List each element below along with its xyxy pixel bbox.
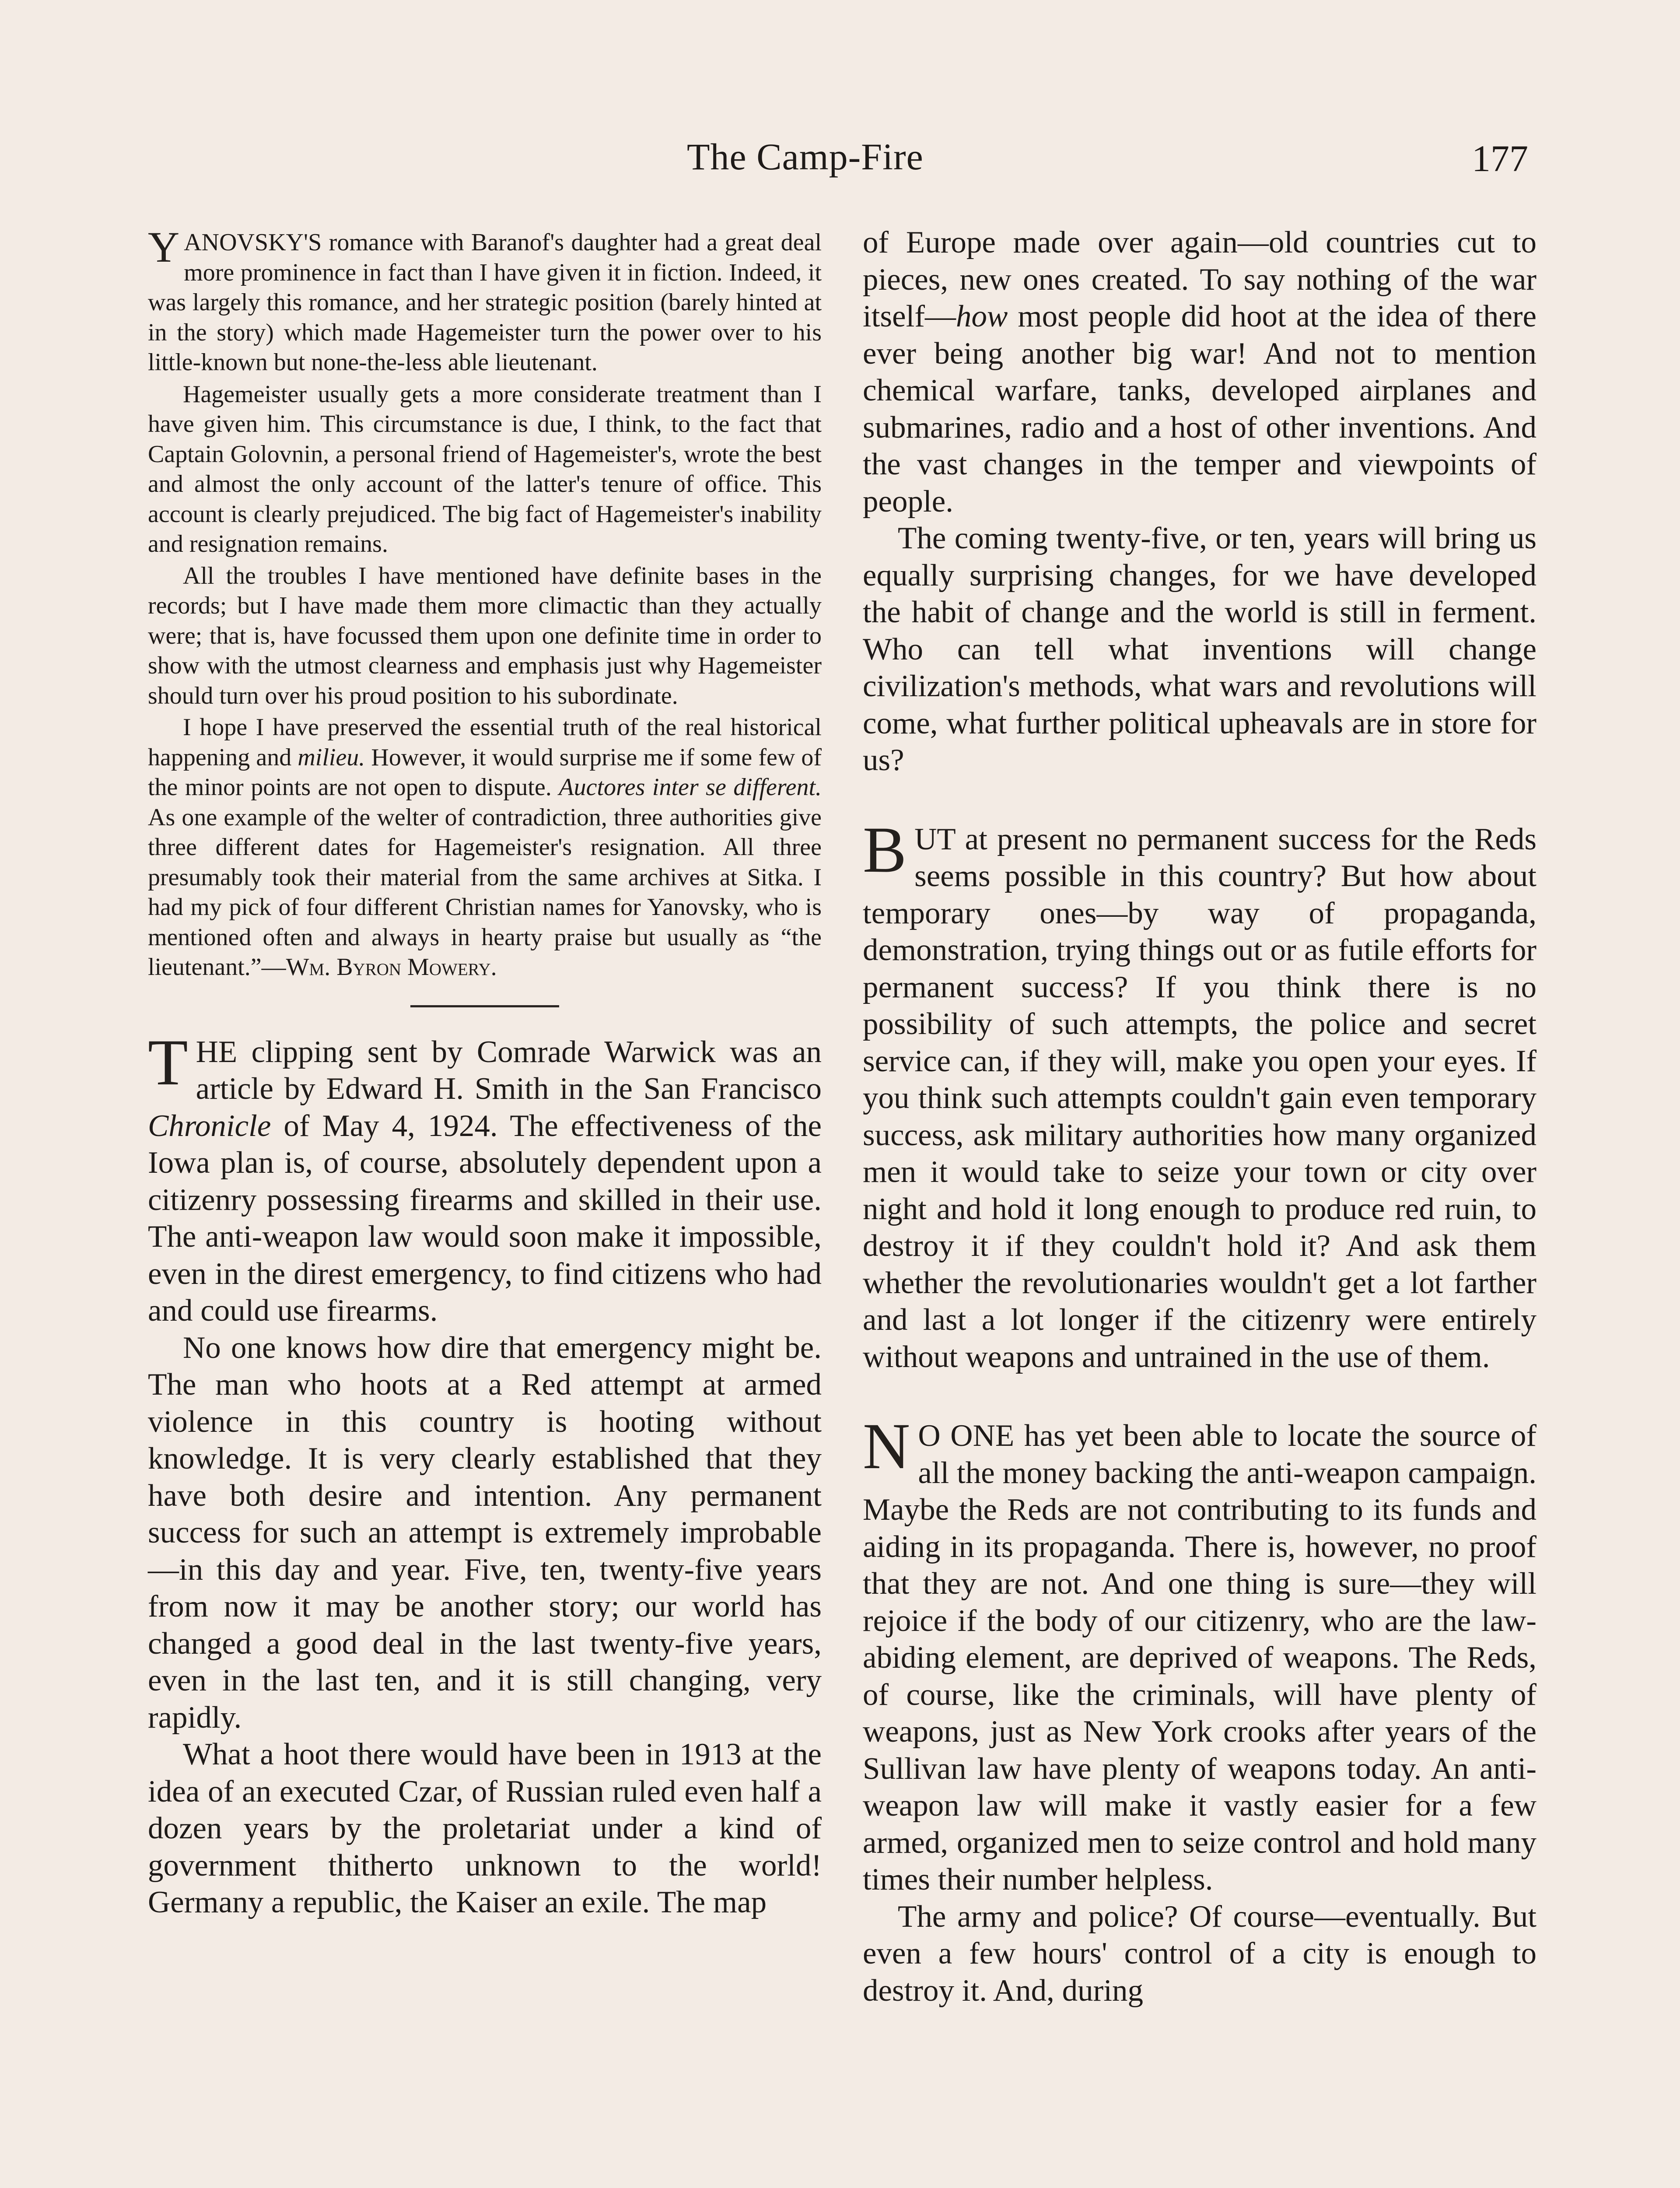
article-paragraph-5: The coming twenty-five, or ten, years will bring us equally surprising changes, for we have developed the habit of change and the world is still in ferment. Who can tell what inventions will change civilization's methods, what wars and revolutions will come, what further political upheavals are in store for us? — [863, 521, 1536, 777]
section-divider — [410, 1005, 559, 1007]
drop-cap: T — [148, 1026, 188, 1099]
left-column — [148, 223, 822, 1921]
author-note — [148, 223, 822, 982]
running-head-title: The Camp-Fire — [687, 136, 924, 178]
article-text: HE clipping sent by Comrade Warwick was an article by Edward H. Smith in the San Francisco — [196, 1034, 822, 1106]
newspaper-name: Chronicle — [148, 1108, 271, 1143]
article-text: UT at present no permanent success for the Reds seems possible in this country? But how about temporary ones—by way of propaganda, demonstration, trying things out or as futile efforts for permanent success? If you think there is no possibility of such attempts, the police and secret service can, if they will, make you open your eyes. If you think such attempts couldn't gain even temporary success, ask military authorities how many organized men it would take to seize your town or city over night and hold it long enough to produce red ruin, to destroy it if they couldn't hold it? And ask them whether the revolutionaries wouldn't get a lot farther and last a lot longer if the citizenry were entirely without weapons and untrained in the use of them. — [863, 822, 1536, 1374]
article-text: of Europe made over again—old countries cut to pieces, new ones created. To say nothing of the war itself— — [863, 225, 1536, 333]
article-paragraph-6 — [863, 813, 1536, 1376]
article-text: most people did hoot at the idea of there ever being another big war! And not to mention chemical warfare, tanks, developed airplanes and submarines, radio and a host of other inventions. And the vast changes in the temper and viewpoints of people. — [863, 299, 1536, 519]
latin-phrase: Auctores inter se different. — [559, 774, 822, 801]
right-column — [863, 224, 1536, 2009]
note-paragraph-2: Hagemeister usually gets a more considerate treatment than I have given him. This circumstance is due, I think, to the fact that Captain Golovnin, a personal friend of Hagemeister's, wrote the best and almost the only account of the latter's tenure of office. This account is clearly prejudiced. The big fact of Hagemeister's inability and resignation remains. — [148, 380, 822, 558]
note-text: As one example of the welter of contradiction, three authorities give three different dates for Hagemeister's resignation. All three presumably took their material from the same archives at Sitka. I had my pick of four different Christian names for Yanovsky, who is mentioned often and always in hearty praise but usually as “the lieutenant.”— — [148, 803, 822, 981]
article-text: O ONE has yet been able to locate the source of all the money backing the anti-weapon campaign. Maybe the Reds are not contributing to its funds and aiding in its propaganda. There is, however, no proof that they are not. And one thing is sure—they will rejoice if the body of our citizenry, who are the law-abiding element, are deprived of weapons. The Reds, of course, like the criminals, will have plenty of weapons, just as New York crooks after years of the Sullivan law have plenty of weapons today. An anti-weapon law will make it vastly easier for a few armed, organized men to seize control and hold many times their number helpless. — [863, 1419, 1536, 1897]
section-gap — [863, 779, 1536, 821]
drop-cap: N — [863, 1410, 910, 1483]
italic-word: how — [956, 299, 1008, 333]
article-paragraph-1 — [148, 1026, 822, 1329]
article-paragraph-2: No one knows how dire that emergency might be. The man who hoots at a Red attempt at armed violence in this country is hooting without knowledge. It is very clearly established that they have both desire and intention. Any permanent success for such an attempt is extremely improbable—in this day and year. Five, ten, twenty-five years from now it may be another story; our world has changed a good deal in the last twenty-five years, even in the last ten, and it is still changing, very rapidly. — [148, 1330, 822, 1735]
drop-cap: B — [863, 813, 907, 886]
page-number: 177 — [1472, 137, 1528, 179]
note-text: I hope I have preserved the essential truth of the real historical happening and — [148, 714, 822, 771]
article-paragraph-3: What a hoot there would have been in 1913 at the idea of an executed Czar, of Russian ruled even half a dozen years by the proletariat under a kind of government thitherto unknown to the world! Germany a republic, the Kaiser an exile. The map — [148, 1737, 822, 1919]
author-signature: Wm. Byron Mowery. — [286, 954, 497, 981]
article-paragraph-4 — [863, 224, 1536, 520]
article-paragraph-7 — [863, 1410, 1536, 1898]
article-text: of May 4, 1924. The effectiveness of the Iowa plan is, of course, absolutely dependent upon a citizenry possessing firearms and skilled in their use. The anti-weapon law would soon make it impossible, even in the direst emergency, to find citizens who had and could use firearms. — [148, 1108, 822, 1328]
note-text: However, it would surprise me if some few of the minor points are not open to dispute. — [148, 743, 822, 801]
note-paragraph-1 — [148, 223, 822, 378]
article-left — [148, 1026, 822, 1921]
note-paragraph-4 — [148, 712, 822, 982]
drop-cap: Y — [148, 223, 180, 271]
italic-word: milieu. — [298, 743, 365, 771]
note-paragraph-3: All the troubles I have mentioned have definite bases in the records; but I have made them more climactic than they actually were; that is, have focussed them upon one definite time in order to show with the utmost clearness and emphasis just why Hagemeister should turn over his proud position to his subordinate. — [148, 562, 822, 709]
note-text: ANOVSKY'S romance with Baranof's daughter had a great deal more prominence in fact than I have given it in fiction. Indeed, it was largely this romance, and her strategic position (barely hinted at in the story) which made Hagemeister turn the power over to his little-known but none-the-less able lieutenant. — [148, 229, 822, 376]
article-paragraph-8: The army and police? Of course—eventually. But even a few hours' control of a city is enough to destroy it. And, during — [863, 1899, 1536, 2008]
section-gap — [863, 1375, 1536, 1417]
